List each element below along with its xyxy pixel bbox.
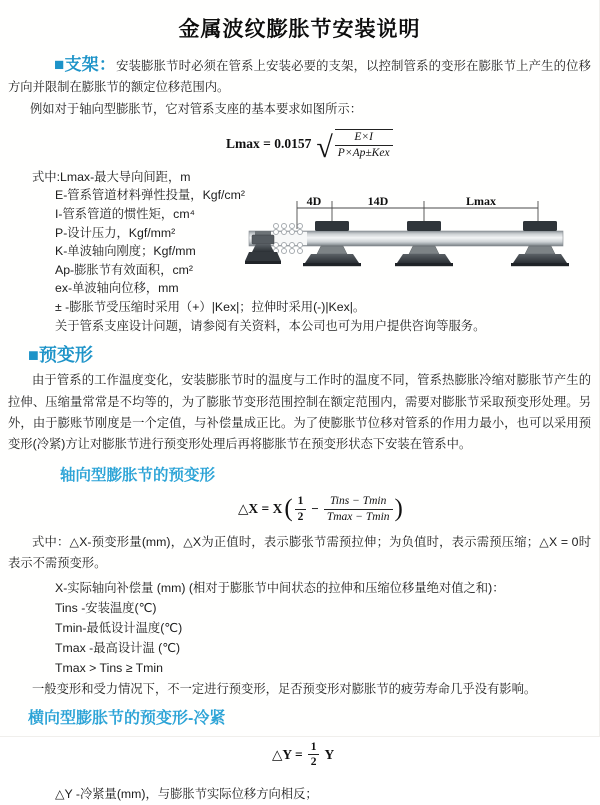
dim-label-14d: 14D [367,194,389,208]
definition-line: Tins -安装温度(℃) [55,600,157,615]
support-intro-text: 安装膨胀节时必须在管系上安装必要的支架，以控制管系的变形在膨胀节上产生的位移方向并限制在膨胀节的额定位移范围内。 [8,59,591,94]
definition-line: Tmin-最低设计温度(℃) [55,620,183,635]
bellows-icon [271,224,307,254]
fraction-denominator: Tmax − Tmin [324,509,393,525]
support-example-paragraph: 例如对于轴向型膨胀节，它对管系支座的基本要求如图所示： [30,102,363,116]
fraction-numerator: E×I [354,131,373,143]
lmax-formula: Lmax = 0.0157 √ $\frac{E\times I}{\text{P×Ap±Kex}}$ [226,127,393,161]
definition-line: Tmax -最高设计温 (℃) [55,640,181,655]
axial-formula-lhs: △X = X [238,501,283,517]
axial-note: 一般变形和受力情况下，不一定进行预变形，足否预变形对膨胀节的疲劳寿命几乎没有影响。 [32,681,537,696]
lmax-formula-lhs: Lmax = 0.0157 [226,135,312,151]
lateral-formula-explanation: △Y -冷紧量(mm)，与膨胀节实际位移方向相反； [55,787,318,802]
dim-label-lmax: Lmax [466,194,496,208]
definition-line: K-单波轴向刚度；Kgf/mm [55,244,196,259]
fraction-numerator: 1 [297,494,304,507]
half-fraction [295,494,307,525]
lateral-formula-lhs: △Y = [272,746,303,762]
definition-line: X-实际轴向补偿量 (mm) (相对于膨胀节中间状态的拉伸和压缩位移量绝对值之和)： [55,580,505,595]
fraction-denominator: 2 [308,754,320,770]
definition-line: Tmax > Tins ≥ Tmin [55,660,163,675]
lateral-formula-rhs: Y [324,746,335,762]
close-paren: ) [394,494,403,522]
fraction-numerator: 1 [310,740,317,753]
definition-line: I-管系管道的惯性矩，cm⁴ [55,207,195,222]
definition-line: Ap-膨胀节有效面积，cm² [55,262,193,277]
pipe-support-diagram [245,192,600,287]
temperature-fraction [324,494,393,525]
open-paren: ( [284,494,293,522]
section-predeform-heading: ■预变形 [28,345,93,366]
fraction-denominator: 2 [295,509,307,525]
axial-predeform-formula [238,494,403,525]
dim-label-4d: 4D [306,194,322,208]
fraction-numerator: Tins − Tmin [330,494,387,507]
support-intro-paragraph [8,54,591,98]
section-support-heading: ■支架： [54,55,117,74]
half-fraction [308,740,320,771]
axial-predeform-subheading: 轴向型膨胀节的预变形 [60,466,216,484]
definition-line: P-设计压力，Kgf/mm² [55,225,176,240]
page-title: 金属波纹膨胀节安装说明 [178,18,421,41]
lateral-predeform-subheading: 横向型膨胀节的预变形-冷紧 [28,709,226,727]
axial-formula-explanation: 式中：△X-预变形量(mm)，△X为正值时，表示膨张节需预拉伸；为负值时，表示需预压缩；△X = 0时表示不需预变形。 [8,534,591,571]
lateral-predeform-formula [272,740,334,771]
definition-line: 式中:Lmax-最大导向间距，m [32,169,191,184]
definition-line: ± -膨胀节受压缩时采用（+）|Kex|；拉伸时采用(-)|Kex|。 [55,300,366,315]
definition-line: E-管系管道材料弹性投量，Kgf/cm² [55,188,245,203]
fraction-denominator: P×Ap±Kex [335,145,393,161]
minus-operator: − [311,501,319,517]
predeform-paragraph: 由于管系的工作温度变化，安装膨胀节时的温度与工作时的温度不同，管系热膨胀冷缩对膨胀节产生的拉伸、压缩量常常是不均等的，为了膨胀节变形范围控制在额定范围内，需要对膨胀节采取预变形处理。另外，由于膨账节刚度是一个定值，与补偿量成正比。为了使膨胀节位移对管系的作用力最小，也可以采用预变形(冷紧)方让对膨胀节进行预变形处理后再将膨胀节在预变形状态下安装在管系中。 [8,373,591,452]
support-note-line: 关于管系支座设计问题，请参阅有关资料，本公司也可为用户提供咨询等服务。 [55,318,486,333]
definition-line: ex-单波轴向位移，mm [55,281,179,296]
axial-definitions-list [55,578,599,678]
lmax-formula-fraction [335,129,393,161]
